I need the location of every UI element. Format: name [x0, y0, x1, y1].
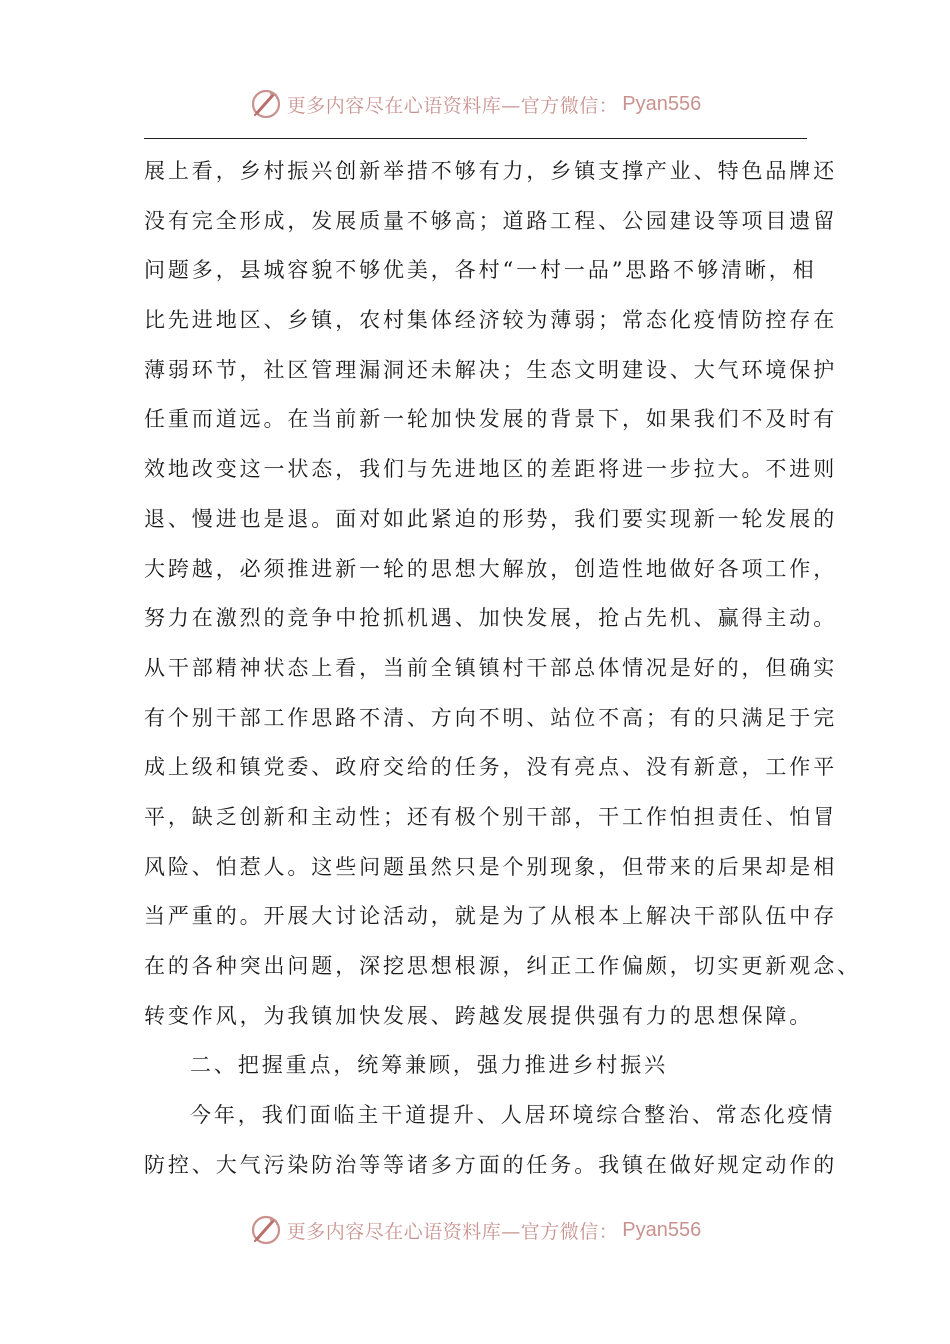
- footer-banner-text: 更多内容尽在心语资料库—官方微信：: [286, 1220, 619, 1243]
- text-line: 有个别干部工作思路不清、方向不明、站位不高；有的只满足于完: [144, 705, 838, 730]
- text-line: 平，缺乏创新和主动性；还有极个别干部，干工作怕担责任、怕冒: [144, 804, 838, 829]
- text-line: 展上看，乡村振兴创新举措不够有力，乡镇支撑产业、特色品牌还: [144, 159, 838, 183]
- text-line: 薄弱环节，社区管理漏洞还未解决；生态文明建设、大气环境保护: [144, 357, 838, 382]
- header-divider: [144, 138, 807, 139]
- footer-banner-wechat-id: Pyan556: [622, 1218, 702, 1241]
- text-line: 今年，我们面临主干道提升、人居环境综合整治、常态化疫情: [190, 1103, 836, 1128]
- header-banner-text: 更多内容尽在心语资料库—官方微信：: [286, 94, 619, 117]
- text-line: 问题多，县城容貌不够优美，各村“一村一品”思路不够清晰，相: [144, 258, 817, 283]
- text-line: 防控、大气污染防治等等诸多方面的任务。我镇在做好规定动作的: [144, 1152, 838, 1177]
- text-line: 转变作风，为我镇加快发展、跨越发展提供强有力的思想保障。: [144, 1003, 814, 1028]
- document-body: [144, 147, 861, 1190]
- text-line: 没有完全形成，发展质量不够高；道路工程、公园建设等项目遗留: [144, 208, 838, 233]
- text-line: 大跨越，必须推进新一轮的思想大解放，创造性地做好各项工作，: [144, 556, 838, 581]
- text-line: 从干部精神状态上看，当前全镇镇村干部总体情况是好的，但确实: [144, 655, 838, 680]
- text-line: 在的各种突出问题，深挖思想根源，纠正工作偏颇，切实更新观念、: [144, 954, 861, 978]
- text-line: 效地改变这一状态，我们与先进地区的差距将进一步拉大。不进则: [144, 457, 838, 482]
- text-line: 风险、怕惹人。这些问题虽然只是个别现象，但带来的后果却是相: [144, 854, 838, 879]
- text-line: 任重而道远。在当前新一轮加快发展的背景下，如果我们不及时有: [144, 407, 838, 432]
- header-banner-wechat-id: Pyan556: [622, 92, 702, 115]
- text-line: 成上级和镇党委、政府交给的任务，没有亮点、没有新意，工作平: [144, 755, 838, 780]
- text-line: 退、慢进也是退。面对如此紧迫的形势，我们要实现新一轮发展的: [144, 506, 838, 531]
- text-line: 比先进地区、乡镇，农村集体经济较为薄弱；常态化疫情防控存在: [144, 308, 838, 333]
- footer-watermark-banner: [0, 1208, 950, 1252]
- header-watermark-banner: [0, 82, 950, 126]
- text-line: 努力在激烈的竞争中抢抓机遇、加快发展，抢占先机、赢得主动。: [144, 606, 838, 631]
- pen-logo-icon: [249, 1213, 283, 1247]
- text-line: 当严重的。开展大讨论活动，就是为了从根本上解决干部队伍中存: [144, 904, 838, 929]
- section-heading: 二、把握重点，统筹兼顾，强力推进乡村振兴: [190, 1053, 668, 1078]
- pen-logo-icon: [249, 87, 283, 121]
